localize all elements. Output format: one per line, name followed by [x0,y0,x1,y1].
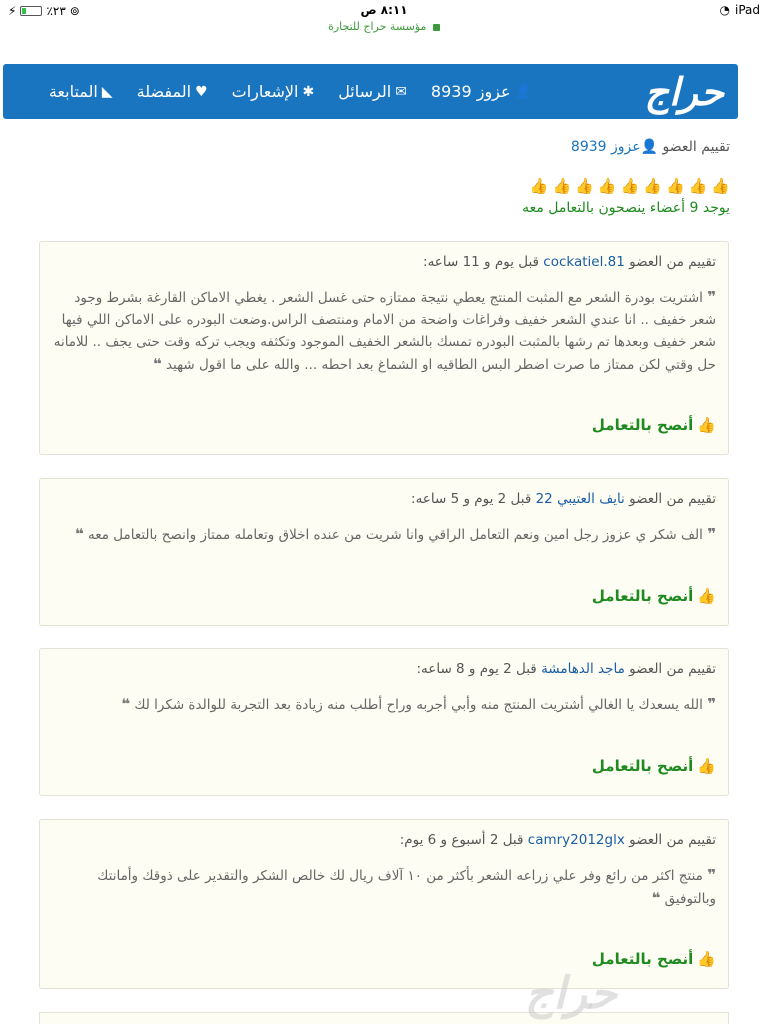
review-body: منتج اكثر من رائع وفر علي زراعه الشعر بأكثر من ١٠ آلاف ريال لك خالص الشكر والتقدير على ذوقك وأمانتك وبالتوفيق [97,868,716,907]
thumbs-up-row [530,177,730,195]
quote-close-icon: ❝ [651,889,661,907]
review-header [52,659,716,679]
nav-messages-label: الرسائل [338,82,392,101]
quote-close-icon: ❝ [152,355,162,373]
quote-open-icon: ❞ [707,525,716,543]
nav-following-label: المتابعة [48,82,98,101]
rss-icon: ◣ [101,83,113,100]
thumbs-up-icon: 👍 [697,950,716,968]
thumbs-up-icon: 👍 [697,587,716,605]
review-card-partial [39,1012,729,1024]
wifi-icon: ◔ [719,3,730,17]
charging-icon: ⚡ [8,4,17,18]
review-card [39,478,729,626]
thumbs-up-icon: 👍 [529,177,549,195]
url-bar[interactable] [0,20,768,33]
watermark-logo: حراج [525,968,618,1019]
clock: ٨:١١ ص [360,3,408,17]
member-prefix: تقييم العضو [662,139,730,155]
advise-label: أنصح بالتعامل [591,587,694,605]
site-logo[interactable]: حراج [644,69,724,114]
advise-label: أنصح بالتعامل [591,757,694,775]
site-name: مؤسسة حراج للتجارة [328,20,427,33]
review-time: قبل 2 يوم و 5 ساعه: [411,491,532,507]
device-name: iPad [734,3,760,17]
heart-icon: ♥ [195,83,208,100]
review-body: الف شكر ي عزوز رجل امين ونعم التعامل الراقي وانا شريت من عنده اخلاق وتعامله ممتاز وانصح بالتعامل معه [88,527,703,543]
advise-label: أنصح بالتعامل [591,416,694,434]
nav-profile-label: عزوز 8939 [430,82,511,101]
quote-close-icon: ❝ [74,525,84,543]
advise-badge [592,416,716,434]
thumbs-up-icon: 👍 [697,416,716,434]
thumbs-up-icon: 👍 [552,177,572,195]
review-prefix: تقييم من العضو [629,832,716,848]
nav-notifications-label: الإشعارات [231,82,299,101]
review-user-link[interactable]: نايف العتيبي 22 [535,491,625,507]
nav-messages[interactable] [338,82,407,101]
member-name: عزوز 8939 [570,139,641,155]
review-prefix: تقييم من العضو [629,661,716,677]
thumbs-up-icon: 👍 [575,177,594,195]
review-text [52,864,716,910]
quote-open-icon: ❞ [707,866,716,884]
member-rating-title [571,139,730,155]
nav-notifications[interactable] [232,82,315,101]
review-time: قبل 2 يوم و 8 ساعه: [416,661,537,677]
review-header [52,252,716,272]
review-card [39,648,729,796]
asterisk-icon: ✱ [302,83,315,100]
advise-badge [592,950,716,968]
review-body: الله يسعدك يا الغالي أشتريت المنتج منه وأبي أجربه وراح أطلب منه زيادة بعد التجربة للوالدة شكرا لك [134,697,703,713]
quote-open-icon: ❞ [707,288,716,306]
review-time: قبل 2 أسبوع و 6 يوم: [399,832,524,848]
advise-badge [592,757,716,775]
advise-badge [592,587,716,605]
thumbs-up-icon: 👍 [688,177,708,195]
review-body: اشتريت بودرة الشعر مع المثبت المنتج يعطي نتيجة ممتازه حتى غسل الشعر . يغطي الاماكن القارغة بشرط وجود شعر خفيف .. انا عندي الشعر خفيف وفراغات واضحة من الامام ومنتصف الراس.وضعت البودره على الاماكن اللي فيها شعر خفيف وبعدها تم رشها بالمثبت البودره تمسك بالشعر الخفيف الموجود وتكثفه ويجب تركه وقت حتى يجف .. للامانه حل وقتي لكن ممتاز ما صرت اضطر البس الطاقيه او الشماغ بعد احطه ... والله على ما اقول شهيد [53,290,716,373]
nav-favorites-label: المفضلة [136,82,192,101]
review-user-link[interactable]: ماجد الدهامشة [541,661,625,677]
recommend-count: يوجد 9 أعضاء ينصحون بالتعامل معه [522,200,730,216]
review-user-link[interactable]: camry2012glx [527,832,625,848]
review-text [52,286,716,376]
nav-following[interactable] [49,82,113,101]
thumbs-up-icon: 👍 [620,177,640,195]
nav-favorites[interactable] [137,82,208,101]
lock-icon [433,24,440,31]
user-icon: 👤 [514,83,532,100]
review-card [39,241,729,455]
quote-close-icon: ❝ [121,695,131,713]
review-card [39,819,729,989]
thumbs-up-icon: 👍 [711,177,730,195]
review-user-link[interactable]: cockatiel.81 [543,254,625,270]
thumbs-up-icon: 👍 [697,757,716,775]
review-prefix: تقييم من العضو [629,491,716,507]
thumbs-up-icon: 👍 [597,177,617,195]
nav-profile[interactable] [431,82,532,101]
review-text [52,523,716,546]
thumbs-up-icon: 👍 [665,177,685,195]
member-name-link[interactable]: 👤عزوز 8939 [570,139,659,155]
status-bar [0,0,768,22]
battery-percent: ٪٢٣ [46,4,66,18]
review-text [52,693,716,716]
thumbs-up-icon: 👍 [643,177,662,195]
envelope-icon: ✉ [395,83,407,100]
advise-label: أنصح بالتعامل [591,950,694,968]
review-header [52,489,716,509]
review-time: قبل يوم و 11 ساعه: [423,254,539,270]
quote-open-icon: ❞ [707,695,716,713]
review-prefix: تقييم من العضو [629,254,716,270]
rotation-lock-icon: ⊚ [69,4,80,18]
review-header [52,830,716,850]
top-navbar [3,64,738,119]
